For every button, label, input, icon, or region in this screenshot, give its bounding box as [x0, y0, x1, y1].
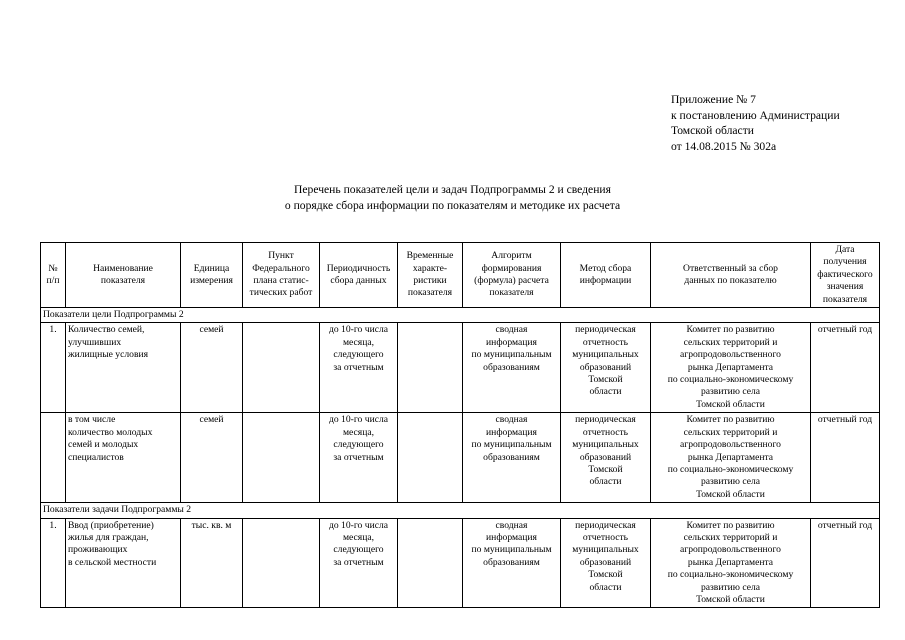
- cell-algorithm: сводная информация по муниципальным образованиям: [463, 518, 561, 608]
- cell-number: 1.: [41, 323, 66, 413]
- cell-unit: семей: [181, 323, 243, 413]
- cell-period: до 10-го числа месяца, следующего за отчетным: [320, 518, 398, 608]
- cell-time: [398, 413, 463, 503]
- section-title: Показатели задачи Подпрограммы 2: [41, 503, 880, 518]
- table-header-row: [41, 243, 880, 308]
- section-header-row: [41, 308, 880, 323]
- header-method: Метод сбора информации: [561, 243, 651, 308]
- cell-unit: семей: [181, 413, 243, 503]
- header-name: Наименование показателя: [66, 243, 181, 308]
- cell-method: периодическая отчетность муниципальных образований Томской области: [561, 413, 651, 503]
- table-row: [41, 323, 880, 413]
- cell-date: отчетный год: [811, 413, 880, 503]
- indicators-table: [40, 242, 880, 608]
- appendix-line: Приложение № 7: [671, 93, 756, 106]
- section-header-row: [41, 503, 880, 518]
- header-period: Периодичность сбора данных: [320, 243, 398, 308]
- cell-unit: тыс. кв. м: [181, 518, 243, 608]
- cell-period: до 10-го числа месяца, следующего за отчетным: [320, 323, 398, 413]
- cell-indicator-name: в том числе количество молодых семей и молодых специалистов: [66, 413, 181, 503]
- cell-date: отчетный год: [811, 323, 880, 413]
- cell-indicator-name: Количество семей, улучшивших жилищные условия: [66, 323, 181, 413]
- header-responsible: Ответственный за сбор данных по показателю: [651, 243, 811, 308]
- header-algorithm: Алгоритм формирования (формула) расчета показателя: [463, 243, 561, 308]
- cell-algorithm: сводная информация по муниципальным образованиям: [463, 413, 561, 503]
- cell-responsible: Комитет по развитию сельских территорий и агропродовольственного рынка Департамента по социально-экономическому развитию села Томской области: [651, 323, 811, 413]
- header-date: Дата получения фактического значения показателя: [811, 243, 880, 308]
- appendix-line: Томской области: [671, 124, 754, 137]
- cell-method: периодическая отчетность муниципальных образований Томской области: [561, 518, 651, 608]
- cell-plan: [243, 413, 320, 503]
- cell-responsible: Комитет по развитию сельских территорий и агропродовольственного рынка Департамента по социально-экономическому развитию села Томской области: [651, 518, 811, 608]
- header-number: № п/п: [41, 243, 66, 308]
- cell-responsible: Комитет по развитию сельских территорий и агропродовольственного рынка Департамента по социально-экономическому развитию села Томской области: [651, 413, 811, 503]
- section-title: Показатели цели Подпрограммы 2: [41, 308, 880, 323]
- cell-method: периодическая отчетность муниципальных образований Томской области: [561, 323, 651, 413]
- table-row: [41, 518, 880, 608]
- header-unit: Единица измерения: [181, 243, 243, 308]
- title-line: Перечень показателей цели и задач Подпрограммы 2 и сведения: [294, 183, 611, 196]
- cell-number: [41, 413, 66, 503]
- header-time: Временные характе- ристики показателя: [398, 243, 463, 308]
- header-plan: Пункт Федерального плана статис- тических работ: [243, 243, 320, 308]
- document-title: [0, 182, 905, 213]
- cell-time: [398, 518, 463, 608]
- table-body: [41, 308, 880, 608]
- cell-date: отчетный год: [811, 518, 880, 608]
- appendix-block: [671, 92, 840, 154]
- cell-period: до 10-го числа месяца, следующего за отчетным: [320, 413, 398, 503]
- cell-number: 1.: [41, 518, 66, 608]
- cell-plan: [243, 518, 320, 608]
- cell-time: [398, 323, 463, 413]
- cell-plan: [243, 323, 320, 413]
- appendix-line: к постановлению Администрации: [671, 108, 840, 122]
- title-line: о порядке сбора информации по показателям и методике их расчета: [284, 198, 621, 212]
- appendix-line: от 14.08.2015 № 302а: [671, 139, 777, 153]
- cell-algorithm: сводная информация по муниципальным образованиям: [463, 323, 561, 413]
- cell-indicator-name: Ввод (приобретение) жилья для граждан, проживающих в сельской местности: [66, 518, 181, 608]
- table-row: [41, 413, 880, 503]
